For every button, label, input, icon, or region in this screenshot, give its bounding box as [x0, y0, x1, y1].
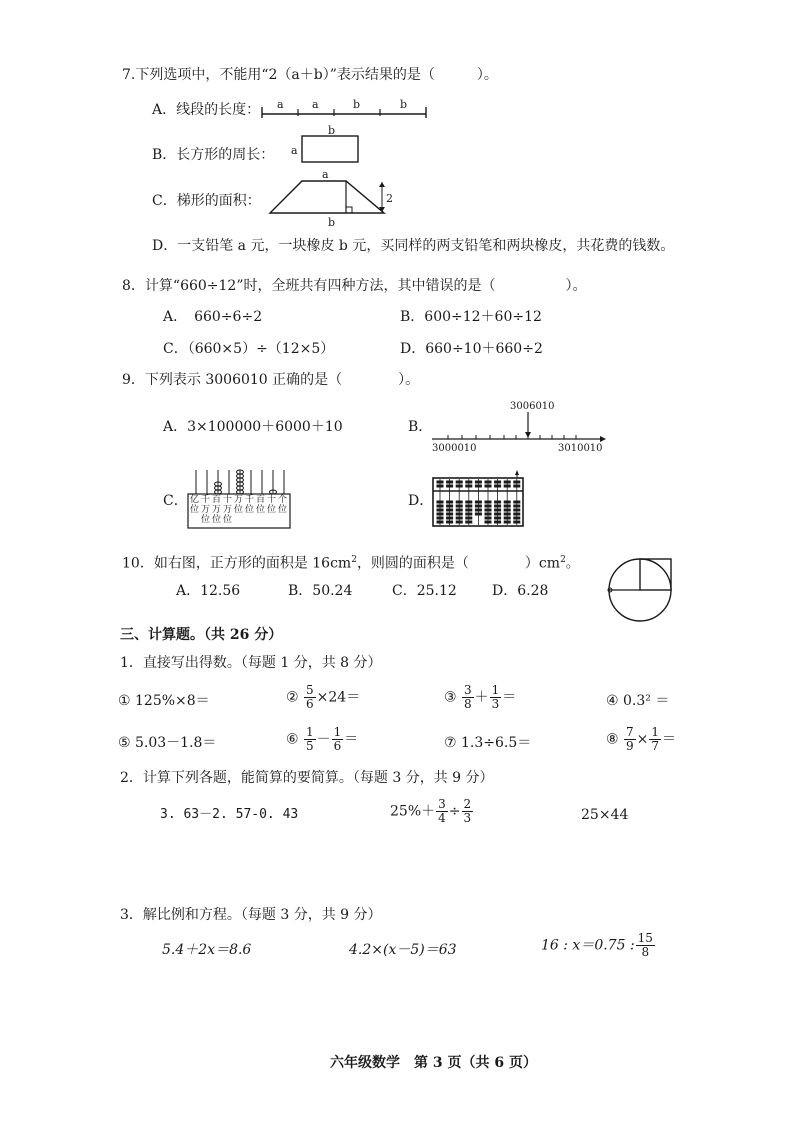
numline-top-label: 3006010	[510, 401, 555, 412]
q10-sup1: 2	[351, 555, 357, 565]
abacus-bead	[494, 509, 501, 512]
q9-abacus-figure	[430, 468, 526, 528]
abacus-bead	[485, 485, 492, 488]
abacus-bead	[494, 481, 501, 484]
item8-num: ⑧	[606, 731, 619, 748]
q8-option-b: B．600÷12＋60÷12	[400, 309, 542, 325]
abacus-bead	[446, 481, 453, 484]
section3-title: 三、计算题。（共 26 分）	[120, 627, 283, 643]
abacus-bead	[485, 513, 492, 516]
denominator: 6	[306, 697, 314, 711]
q8-option-c: C．（660×5）÷（12×5）	[163, 341, 335, 357]
calc-item-3	[444, 684, 516, 711]
pv2-3: 万	[211, 505, 221, 515]
operator: ÷	[448, 803, 461, 820]
abacus-bead	[494, 485, 501, 488]
abacus-bead	[456, 505, 463, 508]
fraction	[462, 684, 474, 711]
abacus-bead	[485, 501, 492, 504]
item2-tail: ×24＝	[316, 689, 361, 706]
abacus-bead	[504, 485, 511, 488]
seg-label-2: a	[312, 98, 319, 111]
abacus-bead	[437, 481, 444, 484]
abacus-bead	[437, 485, 444, 488]
q8-stem: 8．计算“660÷12”时，全班共有四种方法，其中错误的是（ ）。	[122, 278, 587, 294]
pv2-2: 万	[200, 505, 210, 515]
abacus-bead	[475, 509, 482, 512]
q8-option-d: D．660÷10＋660÷2	[400, 341, 543, 357]
seg-label-4: b	[400, 98, 408, 111]
abacus-bead	[465, 501, 472, 504]
calc-item-2	[286, 684, 360, 711]
item6-num: ⑥	[286, 731, 299, 748]
abacus-bead	[475, 485, 482, 488]
pv3-4: 位	[222, 515, 232, 525]
calc-item-8	[606, 726, 676, 753]
abacus-bead	[475, 481, 482, 484]
q7-segment-figure	[258, 96, 430, 120]
abacus-bead	[494, 517, 501, 520]
q9-option-b-label: B．	[408, 419, 433, 435]
abacus-bead	[475, 505, 482, 508]
item3-num: ③	[444, 689, 457, 706]
abacus-bead	[494, 501, 501, 504]
page-footer: 六年级数学 第 3 页（共 6 页）	[330, 1055, 537, 1071]
calc-item-6	[286, 726, 358, 753]
abacus-bead	[513, 517, 520, 520]
abacus-bead	[446, 513, 453, 516]
abacus-bead	[446, 485, 453, 488]
section3-part3: 3．解比例和方程。（每题 3 分，共 9 分）	[120, 907, 382, 923]
denominator: 4	[438, 811, 446, 825]
q10-sup2: 2	[560, 555, 566, 565]
expr-2	[390, 798, 474, 825]
abacus-bead	[437, 509, 444, 512]
q10-option-b: B．50.24	[288, 583, 353, 599]
rect-side-label: a	[291, 144, 298, 157]
abacus-bead	[504, 481, 511, 484]
pv3-1	[189, 515, 200, 525]
abacus-bead	[446, 517, 453, 520]
pv2-8: 位	[266, 505, 276, 515]
calc-item-4: ④ 0.3² ＝	[606, 693, 670, 709]
abacus-bead	[475, 501, 482, 504]
expr-3: 25×44	[581, 807, 629, 823]
abacus-bead	[504, 517, 511, 520]
seg-label-1: a	[277, 98, 284, 111]
abacus-bead	[465, 513, 472, 516]
fraction	[462, 798, 474, 825]
abacus-bead	[475, 513, 482, 516]
rect-top-label: b	[328, 124, 336, 137]
abacus-bead	[504, 505, 511, 508]
numline-right-label: 3010010	[558, 443, 603, 454]
item8-tail: ＝	[662, 731, 677, 748]
pv2-1: 位	[189, 505, 199, 515]
abacus-bead	[485, 509, 492, 512]
pv-1: 亿	[189, 495, 199, 505]
abacus-bead	[485, 521, 492, 524]
abacus-bead	[485, 481, 492, 484]
pv2-4: 万	[222, 505, 232, 515]
item6-tail: ＝	[344, 731, 359, 748]
abacus-bead	[437, 505, 444, 508]
pv-2: 千	[200, 495, 210, 505]
eq3-head: 16 : x＝0.75 :	[541, 937, 635, 954]
abacus-bead	[504, 513, 511, 516]
abacus-bead	[446, 505, 453, 508]
denominator: 3	[491, 697, 500, 711]
q7-stem: 7.下列选项中，不能用“2（a＋b）”表示结果的是（ ）。	[122, 67, 498, 83]
denominator: 3	[463, 811, 472, 825]
fraction	[436, 798, 448, 825]
pv-7: 百	[255, 495, 265, 505]
denominator: 5	[306, 739, 314, 753]
q10-stem-part2: ，则圆的面积是（ ）cm	[356, 555, 561, 572]
q9-option-d-label: D．	[408, 493, 434, 509]
q7-option-a-label: A．线段的长度：	[152, 102, 261, 118]
item2-num: ②	[286, 689, 299, 706]
abacus-bead	[513, 509, 520, 512]
q7-option-d: D．一支铅笔 a 元，一块橡皮 b 元，买同样的两支铅笔和两块橡皮，共花费的钱数。	[152, 238, 675, 254]
abacus-bead	[513, 513, 520, 516]
abacus-bead	[456, 513, 463, 516]
denominator: 8	[641, 945, 650, 959]
place-value-labels	[189, 495, 289, 525]
fraction	[304, 684, 316, 711]
numerator: 15	[637, 931, 653, 945]
abacus-bead	[513, 485, 520, 488]
q7-option-c-label: C．梯形的面积：	[152, 193, 261, 209]
abacus-bead	[456, 509, 463, 512]
abacus-bead	[504, 501, 511, 504]
equation-2: 4.2×(x－5)＝63	[349, 942, 457, 958]
numerator: 1	[491, 683, 500, 697]
abacus-bead	[465, 517, 472, 520]
abacus-bead	[437, 521, 444, 524]
pv3-3: 位	[211, 515, 221, 525]
operator: ＋	[474, 689, 489, 706]
q10-option-a: A．12.56	[176, 583, 241, 599]
abacus-bead	[446, 521, 453, 524]
pv-8: 十	[266, 495, 276, 505]
pv3-2: 位	[200, 515, 210, 525]
q9-option-a: A．3×100000＋6000＋10	[163, 419, 343, 435]
q10-stem-end: 。	[565, 555, 580, 572]
q9-option-c-label: C．	[163, 493, 188, 509]
fraction	[624, 726, 636, 753]
q10-stem-part1: 10．如右图，正方形的面积是 16cm	[122, 555, 352, 572]
abacus-bead	[513, 501, 520, 504]
trap-height-label: 2	[386, 192, 393, 205]
abacus-bead	[456, 485, 463, 488]
denominator: 7	[651, 739, 660, 753]
trap-top-label: a	[322, 168, 329, 181]
expr2-head: 25%＋	[390, 803, 436, 820]
pv-4: 十	[222, 495, 232, 505]
abacus-bead	[465, 521, 472, 524]
denominator: 9	[626, 739, 634, 753]
q10-stem	[122, 551, 580, 573]
numline-left-label: 3000010	[432, 443, 477, 454]
abacus-bead	[513, 521, 520, 524]
pv2-6: 位	[244, 505, 254, 515]
fraction	[332, 726, 344, 753]
q7-rectangle-figure	[288, 124, 364, 168]
pv-6: 千	[244, 495, 254, 505]
fraction	[304, 726, 316, 753]
q10-circle-square-figure	[604, 553, 678, 627]
operator: －	[316, 731, 331, 748]
abacus-bead	[494, 505, 501, 508]
equation-1: 5.4＋2x＝8.6	[162, 942, 252, 958]
abacus-bead	[465, 481, 472, 484]
seg-label-3: b	[353, 98, 361, 111]
abacus-bead	[446, 509, 453, 512]
q7-option-b-label: B．长方形的周长：	[152, 147, 275, 163]
numerator: 5	[306, 683, 314, 697]
operator: ×	[636, 731, 649, 748]
q8-option-a: A． 660÷6÷2	[163, 309, 263, 325]
abacus-bead	[465, 505, 472, 508]
calc-item-5: ⑤ 5.03－1.8＝	[118, 735, 217, 751]
q10-option-d: D．6.28	[492, 583, 549, 599]
fraction	[649, 726, 661, 753]
trap-bottom-label: b	[328, 216, 336, 229]
q10-option-c: C．25.12	[392, 583, 457, 599]
abacus-bead	[485, 505, 492, 508]
abacus-bead	[456, 481, 463, 484]
calc-item-1: ① 125%×8＝	[118, 693, 210, 709]
numerator: 7	[626, 725, 634, 739]
q9-number-line	[428, 397, 608, 455]
abacus-bead	[513, 505, 520, 508]
abacus-bead	[437, 501, 444, 504]
expr-1: 3. 63－2. 57-0. 43	[160, 807, 299, 822]
q7-trapezoid-figure	[262, 168, 394, 230]
abacus-bead	[494, 513, 501, 516]
abacus-bead	[456, 521, 463, 524]
denominator: 8	[464, 697, 472, 711]
pv-3: 百	[211, 495, 221, 505]
fraction	[636, 932, 655, 959]
abacus-bead	[437, 513, 444, 516]
abacus-bead	[504, 521, 511, 524]
abacus-bead	[456, 517, 463, 520]
abacus-bead	[437, 517, 444, 520]
section3-part1: 1．直接写出得数。（每题 1 分，共 8 分）	[120, 655, 382, 671]
pv-5: 万	[233, 495, 243, 505]
abacus-bead	[456, 501, 463, 504]
q9-stem: 9．下列表示 3006010 正确的是（ ）。	[122, 372, 420, 388]
abacus-bead	[465, 509, 472, 512]
fraction	[490, 684, 502, 711]
abacus-bead	[513, 481, 520, 484]
numerator: 1	[333, 725, 342, 739]
abacus-bead	[494, 521, 501, 524]
numerator: 3	[464, 683, 472, 697]
numerator: 1	[306, 725, 314, 739]
pv2-7: 位	[255, 505, 265, 515]
numerator: 1	[651, 725, 660, 739]
pv-9: 个	[277, 495, 287, 505]
numerator: 2	[463, 797, 472, 811]
item3-tail: ＝	[502, 689, 517, 706]
numerator: 3	[438, 797, 446, 811]
abacus-bead	[485, 517, 492, 520]
equation-3	[541, 932, 656, 959]
section3-part2: 2．计算下列各题，能简算的要简算。（每题 3 分，共 9 分）	[120, 770, 494, 786]
denominator: 6	[333, 739, 342, 753]
abacus-bead	[446, 501, 453, 504]
calc-item-7: ⑦ 1.3÷6.5＝	[444, 735, 532, 751]
pv2-5: 位	[233, 505, 243, 515]
abacus-bead	[465, 485, 472, 488]
pv2-9: 位	[277, 505, 287, 515]
abacus-bead	[504, 509, 511, 512]
